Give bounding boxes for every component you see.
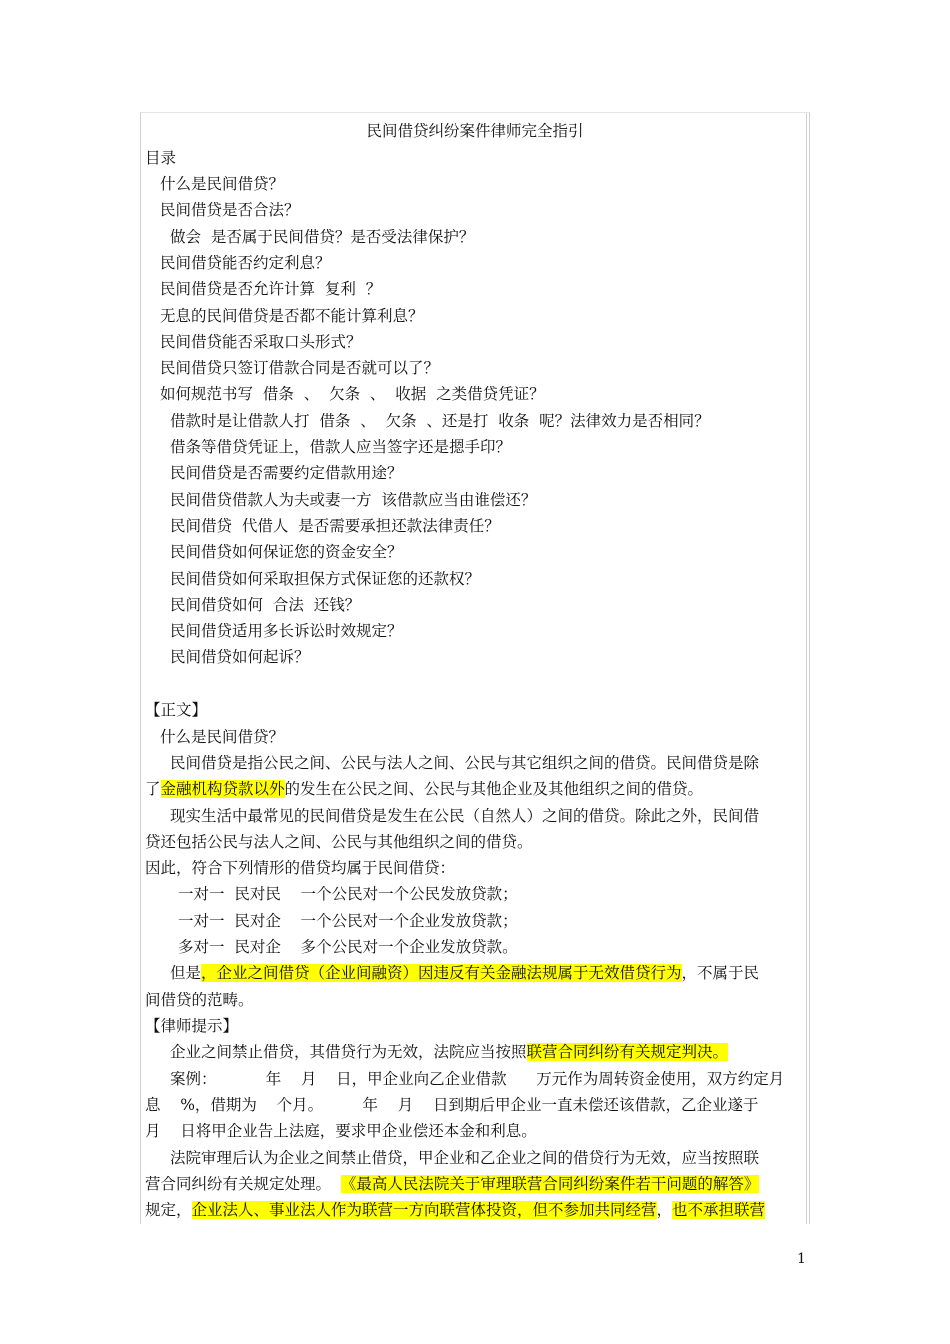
paragraph-line: 现实生活中最常见的民间借贷是发生在公民（自然人）之间的借贷。除此之外，民间借	[170, 807, 760, 825]
paragraph-line: 企业之间禁止借贷，其借贷行为无效，法院应当按照联营合同纠纷有关规定判决。	[170, 1043, 729, 1061]
section-question: 什么是民间借贷？	[160, 728, 285, 746]
body-heading: 【正文】	[145, 701, 208, 719]
paragraph-line: 法院审理后认为企业之间禁止借贷，甲企业和乙企业之间的借贷行为无效，应当按照联	[170, 1149, 760, 1167]
toc-item: 做会 是否属于民间借贷？是否受法律保护？	[170, 228, 475, 246]
case-type-line: 一对一 民对企 一个公民对一个企业发放贷款；	[178, 912, 518, 930]
paragraph-line: 因此，符合下列情形的借贷均属于民间借贷：	[145, 859, 456, 877]
case-line: 案例： 年 月 日，甲企业向乙企业借款 万元作为周转资金使用，双方约定月	[170, 1070, 785, 1088]
toc-item: 民间借贷是否需要约定借款用途？	[170, 464, 403, 482]
paragraph-line: 民间借贷是指公民之间、公民与法人之间、公民与其它组织之间的借贷。民间借贷是除	[170, 754, 760, 772]
case-line: 息 %，借期为 个月。 年 月 日到期后甲企业一直未偿还该借款，乙企业遂于	[145, 1096, 759, 1114]
highlight: 联营合同纠纷有关规定判决。	[526, 1043, 729, 1061]
paragraph-line: 营合同纠纷有关规定处理。 《最高人民法院关于审理联营合同纠纷案件若干问题的解答》	[145, 1175, 760, 1193]
paragraph-line: 间借贷的范畴。	[145, 991, 254, 1009]
toc-item: 如何规范书写 借条 、 欠条 、 收据 之类借贷凭证？	[160, 385, 545, 403]
toc-item: 民间借贷适用多长诉讼时效规定？	[170, 622, 403, 640]
toc-item: 民间借贷如何起诉？	[170, 648, 310, 666]
toc-item: 民间借贷如何 合法 还钱？	[170, 596, 361, 614]
toc-heading: 目录	[145, 149, 177, 167]
highlight: ，企业之间借贷（企业间融资）因违反有关金融法规属于无效借贷行为	[201, 964, 682, 982]
highlight: 金融机构贷款以外	[160, 780, 285, 798]
document-title: 民间借贷纠纷案件律师完全指引	[366, 122, 584, 140]
paragraph-line: 但是，企业之间借贷（企业间融资）因违反有关金融法规属于无效借贷行为，不属于民	[170, 964, 760, 982]
highlight: 《最高人民法院关于审理联营合同纠纷案件若干问题的解答》	[340, 1175, 760, 1193]
toc-item: 借款时是让借款人打 借条 、 欠条 、还是打 收条 呢？法律效力是否相同？	[170, 412, 710, 430]
case-type-line: 一对一 民对民 一个公民对一个公民发放贷款；	[178, 885, 518, 903]
toc-item: 什么是民间借贷？	[160, 175, 285, 193]
toc-item: 民间借贷只签订借款合同是否就可以了？	[160, 359, 440, 377]
case-line: 月 日将甲企业告上法庭，要求甲企业偿还本金和利息。	[145, 1122, 537, 1140]
frame-left-line	[140, 112, 141, 1224]
frame-right-line	[806, 112, 807, 1224]
toc-item: 无息的民间借贷是否都不能计算利息？	[160, 307, 424, 325]
toc-item: 民间借贷如何保证您的资金安全？	[170, 543, 403, 561]
paragraph-line: 贷还包括公民与法人之间、公民与其他组织之间的借贷。	[145, 833, 533, 851]
page-number: 1	[797, 1251, 806, 1267]
frame-right-line-outer	[809, 112, 810, 1224]
toc-item: 民间借贷是否合法？	[160, 201, 300, 219]
toc-item: 民间借贷能否采取口头形式？	[160, 333, 362, 351]
lawyer-tip-heading: 【律师提示】	[145, 1017, 239, 1035]
highlight: 企业法人、事业法人作为联营一方向联营体投资，但不参加共同经营	[191, 1201, 657, 1219]
toc-item: 民间借贷 代借人 是否需要承担还款法律责任？	[170, 517, 500, 535]
toc-item: 民间借贷如何采取担保方式保证您的还款权？	[170, 570, 481, 588]
case-type-line: 多对一 民对企 多个公民对一个企业发放贷款。	[178, 938, 518, 956]
toc-item: 借条等借贷凭证上，借款人应当签字还是摁手印？	[170, 438, 512, 456]
toc-item: 民间借贷能否约定利息？	[160, 254, 331, 272]
toc-item: 民间借贷是否允许计算 复利 ？	[160, 280, 382, 298]
highlight: 也不承担联营	[672, 1201, 766, 1219]
paragraph-line: 规定，企业法人、事业法人作为联营一方向联营体投资，但不参加共同经营，也不承担联营	[145, 1201, 766, 1219]
frame-top-line	[140, 112, 810, 113]
paragraph-line: 了金融机构贷款以外的发生在公民之间、公民与其他企业及其他组织之间的借贷。	[145, 780, 704, 798]
toc-item: 民间借贷借款人为夫或妻一方 该借款应当由谁偿还？	[170, 491, 537, 509]
